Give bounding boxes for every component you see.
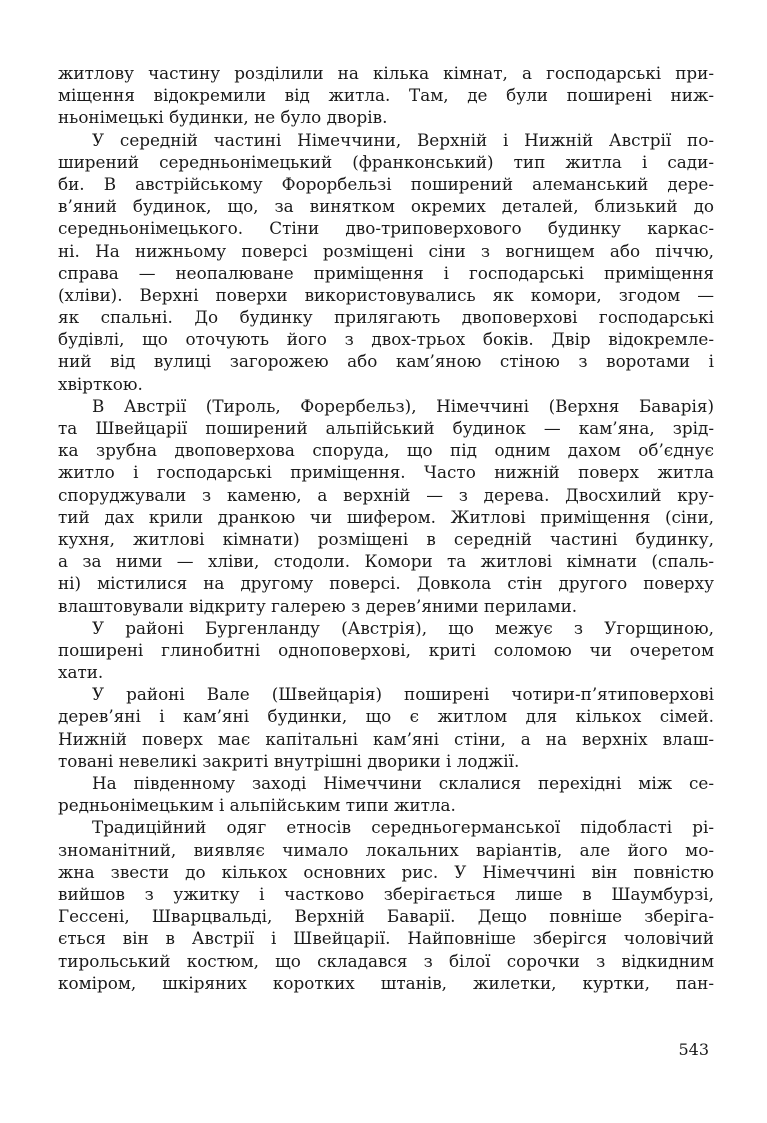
- text-line: У районі Бургенланду (Австрія), що межує з Угорщиною,: [92, 617, 714, 638]
- paragraph: [58, 395, 714, 617]
- text-line: тий дах крили дранкою чи шифером. Житлові приміщення (сіни,: [58, 506, 714, 527]
- page-number: 543: [678, 1040, 709, 1059]
- text-line: (хліви). Верхні поверхи використовувались як комори, згодом —: [58, 284, 714, 305]
- text-line: коміром, шкіряних коротких штанів, жилетки, куртки, пан-: [58, 972, 714, 993]
- text-line: товані невеликі закриті внутрішні дворики і лоджії.: [58, 750, 520, 771]
- text-line: хвірткою.: [58, 373, 143, 394]
- text-line: вийшов з ужитку і частково зберігається лише в Шаумбурзі,: [58, 883, 714, 904]
- text-line: зноманітний, виявляє чимало локальних варіантів, але його мо-: [58, 839, 714, 860]
- text-line: кухня, житлові кімнати) розміщені в середній частині будинку,: [58, 528, 714, 549]
- text-line: ширений середньонімецький (франконський) тип житла і сади-: [58, 151, 714, 172]
- paragraph: [58, 772, 714, 816]
- text-line: Традиційний одяг етносів середньогерманської підобласті рі-: [92, 817, 714, 838]
- text-line: міщення відокремили від житла. Там, де були поширені ниж-: [58, 85, 714, 106]
- text-line: ні. На нижньому поверсі розміщені сіни з вогнищем або піччю,: [58, 240, 714, 261]
- paragraph: [58, 617, 714, 684]
- text-line: В Австрії (Тироль, Форербельз), Німеччині (Верхня Баварія): [92, 395, 714, 416]
- text-line: У районі Вале (Швейцарія) поширені чотири-п’ятиповерхові: [92, 684, 714, 705]
- text-line: ньонімецькі будинки, не було дворів.: [58, 107, 388, 128]
- text-line: тирольський костюм, що складався з білої сорочки з відкидним: [58, 950, 714, 971]
- paragraph: [58, 129, 714, 395]
- text-line: поширені глинобитні одноповерхові, криті соломою чи очеретом: [58, 639, 714, 660]
- text-line: ка зрубна двоповерхова споруда, що під одним дахом об’єднує: [58, 440, 714, 461]
- text-line: Нижній поверх має капітальні кам’яні стіни, а на верхніх влаш-: [58, 728, 714, 749]
- paragraph: [58, 62, 714, 129]
- text-line: житло і господарські приміщення. Часто нижній поверх житла: [58, 462, 714, 483]
- text-line: житлову частину розділили на кілька кімнат, а господарські при-: [58, 63, 714, 83]
- text-line: та Швейцарії поширений альпійський будинок — кам’яна, зрід-: [58, 418, 714, 438]
- page-body: [58, 62, 714, 994]
- text-line: На південному заході Німеччини склалися перехідні між се-: [92, 773, 714, 793]
- text-line: справа — неопалюване приміщення і господарські приміщення: [58, 262, 714, 283]
- text-line: редньонімецьким і альпійським типи житла.: [58, 795, 456, 816]
- text-line: в’яний будинок, що, за винятком окремих деталей, близький до: [58, 196, 714, 217]
- text-line: середньонімецького. Стіни дво-триповерхового будинку каркас-: [58, 218, 714, 239]
- text-line: споруджували з каменю, а верхній — з дерева. Двосхилий кру-: [58, 484, 714, 505]
- text-line: ний від вулиці загорожею або кам’яною стіною з воротами і: [58, 351, 714, 372]
- text-line: жна звести до кількох основних рис. У Німеччині він повністю: [58, 861, 714, 882]
- text-line: ні) містилися на другому поверсі. Довкола стін другого поверху: [58, 573, 714, 594]
- text-line: ється він в Австрії і Швейцарії. Найповніше зберігся чоловічий: [58, 928, 714, 949]
- text-line: би. В австрійському Форорбельзі поширений алеманський дере-: [58, 173, 714, 194]
- text-line: влаштовували відкриту галерею з дерев’яними перилами.: [58, 595, 578, 616]
- text-line: а за ними — хліви, стодоли. Комори та житлові кімнати (спаль-: [58, 551, 714, 572]
- text-line: Гессені, Шварцвальді, Верхній Баварії. Дещо повніше зберіга-: [58, 906, 714, 927]
- text-line: хати.: [58, 662, 104, 683]
- text-line: дерев’яні і кам’яні будинки, що є житлом для кількох сімей.: [58, 706, 714, 727]
- paragraph: [58, 683, 714, 772]
- text-line: будівлі, що оточують його з двох-трьох боків. Двір відокремле-: [58, 329, 714, 350]
- paragraph: [58, 816, 714, 994]
- text-line: як спальні. До будинку прилягають двоповерхові господарські: [58, 307, 714, 328]
- text-line: У середній частині Німеччини, Верхній і Нижній Австрії по-: [92, 129, 714, 150]
